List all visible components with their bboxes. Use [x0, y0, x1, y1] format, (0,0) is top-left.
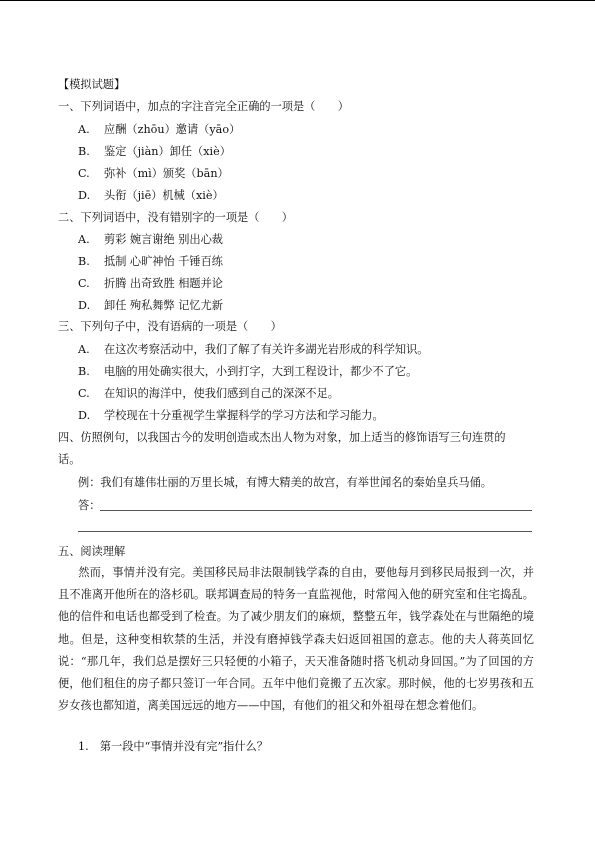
- answer-line-1[interactable]: [100, 510, 532, 511]
- q3-option-c: [78, 387, 339, 401]
- q3-option-a: [78, 343, 428, 357]
- q4-stem-line1: 四、仿照例句，以我国古今的发明创造或杰出人物为对象，加上适当的修饰语写三句连贯的: [58, 431, 506, 444]
- option-text: 学校现在十分重视学生掌握科学的学习方法和学习能力。: [104, 409, 384, 422]
- option-text: 抵制 心旷神怡 千锤百练: [104, 255, 223, 268]
- q2-option-d: [78, 299, 223, 313]
- q2-option-c: [78, 277, 223, 291]
- option-text: 鉴定（jiàn）卸任（xiè）: [104, 145, 231, 158]
- q2-stem: 二、下列词语中，没有错别字的一项是（ ）: [58, 211, 293, 224]
- option-letter: B.: [78, 145, 90, 158]
- option-text: 折腾 出奇致胜 相题并论: [104, 277, 223, 290]
- q5-heading: 五、阅读理解: [58, 545, 126, 558]
- answer-line-2[interactable]: [78, 531, 532, 532]
- q1-option-a: [78, 123, 240, 137]
- option-text: 剪彩 婉言谢绝 别出心裁: [104, 233, 223, 246]
- option-letter: A.: [78, 343, 90, 356]
- option-text: 在知识的海洋中，使我们感到自己的深深不足。: [104, 387, 339, 400]
- q5-subquestion-1: 1. 第一段中“事情并没有完”指什么？: [78, 740, 268, 753]
- option-letter: A.: [78, 233, 90, 246]
- q2-option-b: [78, 255, 223, 269]
- option-text: 卸任 殉私舞弊 记忆尤新: [104, 299, 223, 312]
- option-letter: C.: [78, 387, 90, 400]
- q4-example: 例：我们有雄伟壮丽的万里长城，有博大精美的故宫，有举世闻名的秦始皇兵马俑。: [78, 476, 492, 489]
- q3-stem: 三、下列句子中，没有语病的一项是（ ）: [58, 320, 282, 333]
- option-letter: D.: [78, 189, 91, 202]
- option-text: 头衔（jiē）机械（xiè）: [104, 189, 224, 202]
- q3-option-d: [78, 409, 384, 423]
- section-title: 【模拟试题】: [58, 78, 126, 91]
- passage-text: 然而，事情并没有完。美国移民局非法限制钱学森的自由，要他每月到移民局报到一次，并且不准离开他所在的洛杉矶。联邦调查局的特务一直监视他，时常闯入他的研究室和住宅捣乱。他的信件和电话也都受到了检查。为了减少朋友们的麻烦，整整五年，钱学森处在与世隔绝的境地。但是，这种变相软禁的生活，并没有磨掉钱学森夫妇返回祖国的意志。他的夫人蒋英回忆说：“那几年，我们总是摆好三只轻便的小箱子，天天准备随时搭飞机动身回国。”为了回国的方便，他们租住的房子都只签订一年合同。五年中他们竟搬了五次家。那时候，他的七岁男孩和五岁女孩也都知道，离美国远远的地方——中国，有他们的祖父和外祖母在想念着他们。: [58, 566, 534, 713]
- q1-stem: 一、下列词语中，加点的字注音完全正确的一项是（ ）: [58, 100, 349, 113]
- q4-stem-line2: 话。: [58, 453, 81, 466]
- option-letter: B.: [78, 365, 90, 378]
- q5-passage: [58, 562, 534, 717]
- option-text: 弥补（mì）颁奖（bān）: [104, 167, 229, 180]
- option-letter: C.: [78, 167, 90, 180]
- q2-option-a: [78, 233, 223, 247]
- option-text: 在这次考察活动中，我们了解了有关许多湖光岩形成的科学知识。: [104, 343, 429, 356]
- q1-option-c: [78, 167, 229, 181]
- option-letter: D.: [78, 409, 91, 422]
- option-text: 电脑的用处确实很大，小到打字，大到工程设计，都少不了它。: [104, 365, 418, 378]
- q4-answer-label: 答：: [78, 499, 101, 512]
- q1-option-d: [78, 189, 224, 203]
- q1-option-b: [78, 145, 231, 159]
- option-letter: A.: [78, 123, 90, 136]
- option-letter: C.: [78, 277, 90, 290]
- option-text: 应酬（zhōu）邀请（yāo）: [104, 123, 241, 136]
- option-letter: D.: [78, 299, 91, 312]
- option-letter: B.: [78, 255, 90, 268]
- q3-option-b: [78, 365, 417, 379]
